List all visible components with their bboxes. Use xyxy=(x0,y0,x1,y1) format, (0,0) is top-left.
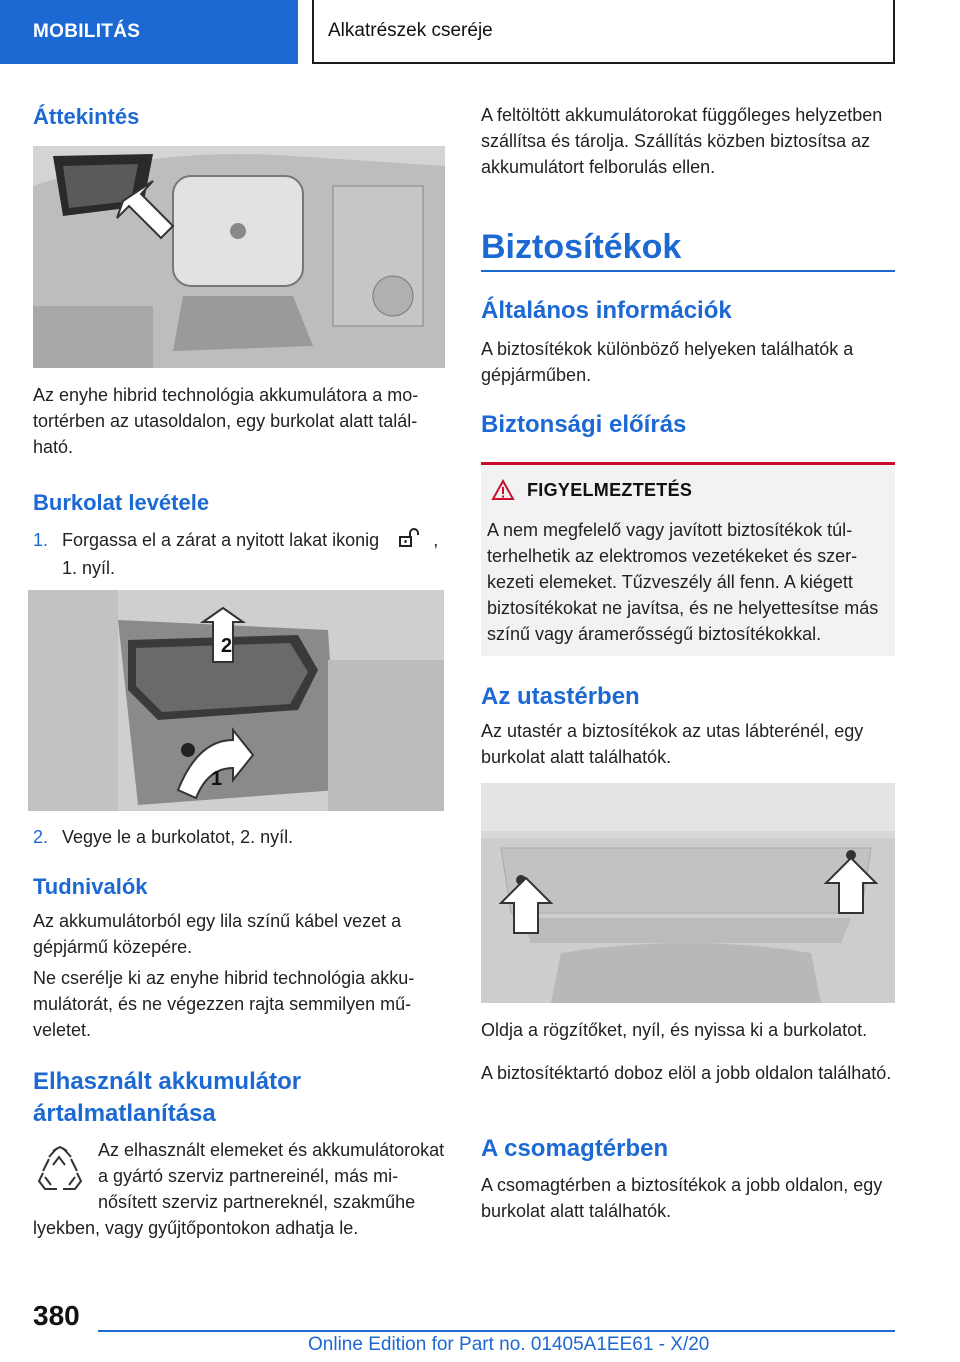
notes-heading: Tudnivalók xyxy=(33,874,148,899)
step-2 xyxy=(33,824,448,850)
battery-cover-illustration xyxy=(28,590,444,811)
transport-intro-text: A feltöltött akkumulátorokat függőleges helyzetben szállítsa és tárolja. Szállítás közben biztosítsa az akkumulátort felborulás ellen. xyxy=(481,105,883,177)
engine-bay-image xyxy=(33,146,445,368)
footer-rule xyxy=(98,1330,895,1332)
step-1 xyxy=(33,527,448,581)
interior-text: Az utastér a biztosítékok az utas lábterénél, egy burkolat alatt találhatók. xyxy=(481,721,864,767)
arrow-1-label: 1 xyxy=(211,768,223,790)
open-padlock-icon xyxy=(398,528,420,555)
engine-bay-illustration xyxy=(33,146,445,368)
fuses-heading: Biztosítékok xyxy=(481,228,682,266)
arrow-2-label: 2 xyxy=(221,635,233,657)
general-info-text: A biztosítékok különböző helyeken találhatók a gépjárműben. xyxy=(481,339,854,385)
footwell-illustration xyxy=(481,783,895,1003)
warning-text: A nem megfelelő vagy javított biztosítékok túlterhelhetik az elektromos vezetékeket és szerkezeti elemeket. Tűzveszély áll fenn. A kiégett biztosítékokat ne javítsa, és ne helyettesítse más színű vagy áramerősségű biztosítékokkal. xyxy=(487,520,879,644)
disposal-text-a: Az elhasznált elemeket és akkumulátorokat a gyártó szerviz partnereinél, más minősített szerviz partnereknél, szakműhe xyxy=(98,1140,445,1212)
fusebox-location-text: A biztosítéktartó doboz elöl a jobb oldalon található. xyxy=(481,1063,892,1083)
warning-title: FIGYELMEZTETÉS xyxy=(527,479,693,500)
general-info-heading: Általános információk xyxy=(481,297,732,324)
footwell-cover-image xyxy=(481,783,895,1003)
fuses-heading-rule xyxy=(481,270,895,272)
warning-triangle-icon xyxy=(491,479,515,501)
online-edition-text: Online Edition for Part no. 01405A1EE61 - X/20 xyxy=(308,1334,710,1355)
step-1-continuation: 1. nyíl. xyxy=(62,558,116,578)
page-number: 380 xyxy=(33,1300,80,1331)
notes-paragraph-2: Ne cserélje ki az enyhe hibrid technológia akkumulátorát, és ne végezzen rajta semmilyen műveletet. xyxy=(33,968,415,1040)
step-1-number: 1. xyxy=(33,530,49,550)
step-1-comma: , xyxy=(433,530,439,550)
warning-box xyxy=(481,462,895,656)
section-tab xyxy=(0,0,298,64)
release-cover-text: Oldja a rögzítőket, nyíl, és nyissa ki a burkolatot. xyxy=(481,1020,868,1040)
cover-removal-heading: Burkolat levétele xyxy=(33,490,210,515)
notes-paragraph-1: Az akkumulátorból egy lila színű kábel vezet a gépjármű közepére. xyxy=(33,911,402,957)
step-2-number: 2. xyxy=(33,827,49,847)
overview-text: Az enyhe hibrid technológia akkumulátora a motortérben az utasoldalon, egy burkolat alatt található. xyxy=(33,385,419,457)
trunk-text: A csomagtérben a biztosítékok a jobb oldalon, egy burkolat alatt találhatók. xyxy=(481,1175,883,1221)
battery-cover-image xyxy=(28,590,444,811)
trunk-heading: A csomagtérben xyxy=(481,1135,669,1162)
chapter-title: Alkatrészek cseréje xyxy=(328,20,493,41)
interior-heading: Az utastérben xyxy=(481,683,640,710)
chapter-header xyxy=(312,0,895,64)
recycle-icon xyxy=(35,1143,85,1193)
step-1-text: Forgassa el a zárat a nyitott lakat ikonig xyxy=(62,530,380,550)
section-title: MOBILITÁS xyxy=(33,21,141,42)
safety-heading: Biztonsági előírás xyxy=(481,411,687,438)
step-2-text: Vegye le a burkolatot, 2. nyíl. xyxy=(62,827,294,847)
overview-heading: Áttekintés xyxy=(33,104,140,129)
disposal-heading: Elhasznált akkumulátor ártalmatlanítása xyxy=(33,1068,302,1127)
disposal-text-b: lyekben, vagy gyűjtőpontokon adhatja le. xyxy=(33,1218,359,1238)
